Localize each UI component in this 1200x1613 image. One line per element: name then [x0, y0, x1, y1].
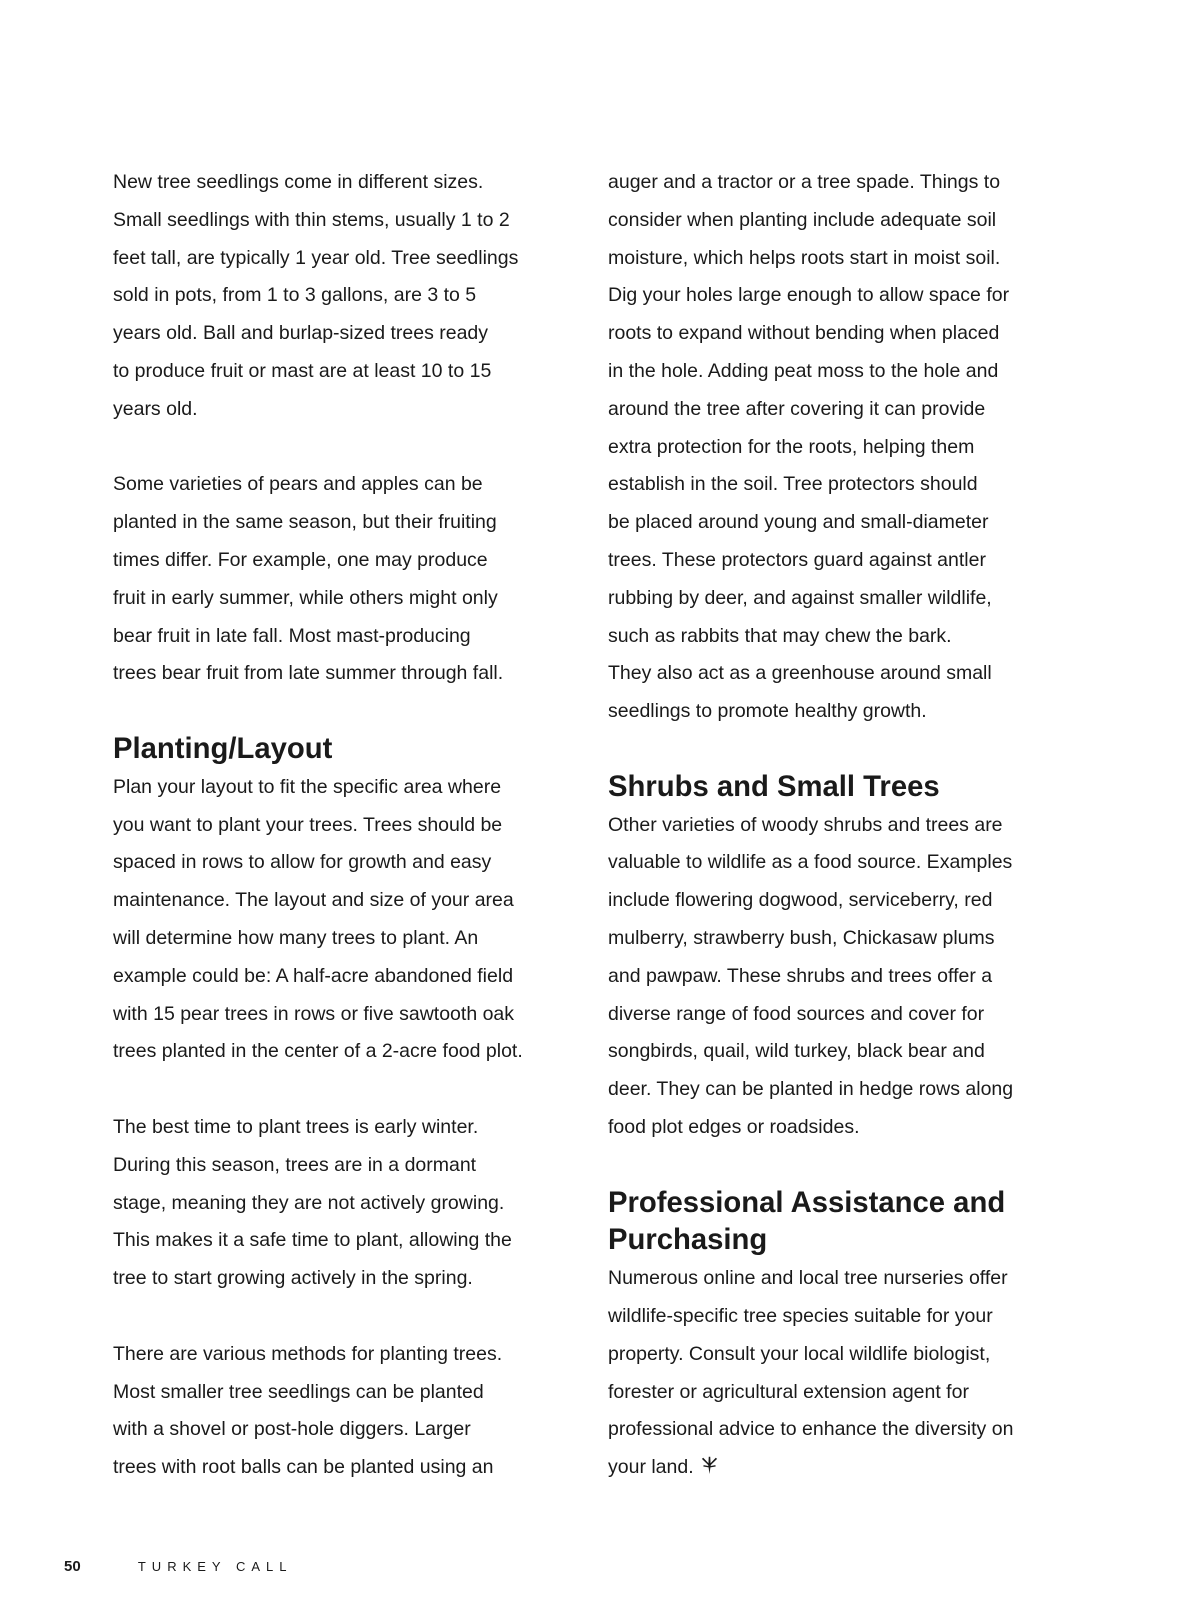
- paragraph-planting-methods: There are various methods for planting trees. Most smaller tree seedlings can be planted with a shovel or post-hole diggers. Larger trees with root balls can be planted using an: [113, 1342, 503, 1479]
- page-number: 50: [64, 1558, 81, 1575]
- turkey-track-icon: [700, 1451, 719, 1470]
- page-footer: [64, 1555, 293, 1579]
- paragraph-best-time: The best time to plant trees is early winter. During this season, trees are in a dormant stage, meaning they are not actively growing. This makes it a safe time to plant, allowing the tree to start growing actively in the spring.: [113, 1115, 512, 1290]
- paragraph-planting-tips: auger and a tractor or a tree spade. Things to consider when planting include adequate soil moisture, which helps roots start in moist soil. Dig your holes large enough to allow space for roots to expand without bending when placed in the hole. Adding peat moss to the hole and around the tree after covering it can provide extra protection for the roots, helping them establish in the soil. Tree protectors should be placed around young and small-diameter trees. These protectors guard against antler rubbing by deer, and against smaller wildlife, such as rabbits that may chew the bark. They also act as a greenhouse around small seedlings to promote healthy growth.: [608, 171, 1010, 723]
- paragraph-professional-assistance: [608, 1260, 1058, 1487]
- heading-professional-assistance: Professional Assistance and Purchasing: [608, 1186, 1006, 1257]
- paragraph-seedling-sizes: New tree seedlings come in different sizes. Small seedlings with thin stems, usually 1 to 2 feet tall, are typically 1 year old. Tree seedlings sold in pots, from 1 to 3 gallons, are 3 to 5 years old. Ball and burlap-sized trees ready to produce fruit or mast are at least 10 to 15 years old.: [113, 171, 519, 420]
- paragraph-professional-text: Numerous online and local tree nurseries offer wildlife-specific tree species suitable for your property. Consult your local wildlife biologist, forester or agricultural extension agent for professional advice to enhance the diversity on your land.: [608, 1267, 1014, 1479]
- paragraph-fruiting-times: Some varieties of pears and apples can be planted in the same season, but their fruiting times differ. For example, one may produce fruit in early summer, while others might only bear fruit in late fall. Most mast-producing trees bear fruit from late summer through fall.: [113, 473, 504, 685]
- heading-shrubs-small-trees: Shrubs and Small Trees: [608, 770, 940, 803]
- magazine-name: TURKEY CALL: [137, 1559, 293, 1574]
- paragraph-layout: Plan your layout to fit the specific area where you want to plant your trees. Trees should be spaced in rows to allow for growth and easy maintenance. The layout and size of your area will determine how many trees to plant. An example could be: A half-acre abandoned field with 15 pear trees in rows or five sawtooth oak trees planted in the center of a 2-acre food plot.: [113, 775, 523, 1063]
- right-column: [608, 164, 1058, 1525]
- paragraph-shrubs: Other varieties of woody shrubs and trees are valuable to wildlife as a food source. Examples include flowering dogwood, serviceberry, red mulberry, strawberry bush, Chickasaw plums and pawpaw. These shrubs and trees offer a diverse range of food sources and cover for songbirds, quail, wild turkey, black bear and deer. They can be planted in hedge rows along food plot edges or roadsides.: [608, 813, 1014, 1138]
- heading-planting-layout: Planting/Layout: [113, 732, 333, 765]
- left-column: [113, 164, 583, 1525]
